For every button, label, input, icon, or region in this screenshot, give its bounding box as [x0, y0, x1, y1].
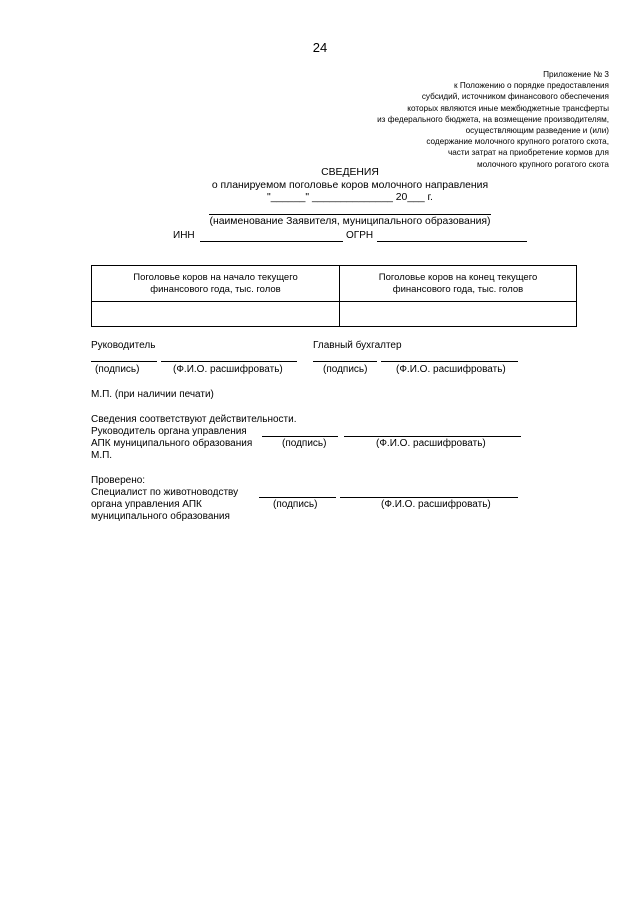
confirm-line-3: АПК муниципального образования — [91, 438, 253, 449]
inn-label: ИНН — [173, 230, 195, 241]
document-subtitle: о планируемом поголовье коров молочного направления — [211, 180, 489, 191]
confirm-fio-caption: (Ф.И.О. расшифровать) — [376, 438, 486, 449]
head-sign-line — [91, 361, 157, 362]
date-line: "______" ______________ 20___ г. — [267, 192, 433, 203]
checked-fio-caption: (Ф.И.О. расшифровать) — [381, 499, 491, 510]
head-fio-line — [161, 361, 297, 362]
stamp-note: М.П. (при наличии печати) — [91, 389, 214, 400]
accountant-fio-caption: (Ф.И.О. расшифровать) — [396, 364, 506, 375]
table-header-end: Поголовье коров на конец текущего финансового года, тыс. голов — [340, 266, 577, 302]
accountant-sign-line — [313, 361, 377, 362]
ogrn-line — [377, 241, 527, 242]
checked-line-3: органа управления АПК — [91, 499, 202, 510]
accountant-label: Главный бухгалтер — [313, 340, 402, 351]
appendix-line: содержание молочного крупного рогатого скота, — [426, 137, 609, 147]
appendix-line: осуществляющим разведение и (или) — [465, 126, 609, 136]
checked-fio-line — [340, 497, 518, 498]
head-fio-caption: (Ф.И.О. расшифровать) — [173, 364, 283, 375]
page-number: 24 — [312, 40, 328, 55]
table-cell-start — [92, 302, 340, 327]
inn-line — [200, 241, 343, 242]
confirm-line-2: Руководитель органа управления — [91, 426, 247, 437]
confirm-line-4: М.П. — [91, 450, 113, 461]
applicant-caption: (наименование Заявителя, муниципального образования) — [209, 216, 491, 227]
checked-line-2: Специалист по животноводству — [91, 487, 239, 498]
confirm-fio-line — [344, 436, 521, 437]
ogrn-label: ОГРН — [346, 230, 374, 241]
checked-sign-line — [259, 497, 336, 498]
table-header-start: Поголовье коров на начало текущего финансового года, тыс. голов — [92, 266, 340, 302]
appendix-line: субсидий, источником финансового обеспечения — [421, 92, 609, 102]
appendix-line: к Положению о порядке предоставления — [454, 81, 609, 91]
appendix-line: из федерального бюджета, на возмещение производителям, — [377, 114, 609, 124]
appendix-line: Приложение № 3 — [543, 70, 609, 79]
livestock-table — [91, 265, 577, 327]
appendix-line: которых являются иные межбюджетные трансферты — [407, 103, 609, 113]
head-sign-caption: (подпись) — [95, 364, 140, 375]
accountant-sign-caption: (подпись) — [323, 364, 368, 375]
applicant-name-line — [209, 214, 491, 215]
checked-sign-caption: (подпись) — [273, 499, 318, 510]
checked-line-4: муниципального образования — [91, 511, 230, 522]
appendix-line: молочного крупного рогатого скота — [477, 159, 609, 169]
head-label: Руководитель — [91, 340, 156, 351]
confirm-sign-caption: (подпись) — [282, 438, 327, 449]
confirm-sign-line — [262, 436, 338, 437]
appendix-block — [309, 69, 609, 170]
checked-line-1: Проверено: — [91, 475, 146, 486]
appendix-line: части затрат на приобретение кормов для — [447, 148, 609, 158]
document-title: СВЕДЕНИЯ — [321, 167, 379, 178]
accountant-fio-line — [381, 361, 518, 362]
confirm-line-1: Сведения соответствуют действительности. — [91, 414, 297, 425]
table-cell-end — [340, 302, 577, 327]
